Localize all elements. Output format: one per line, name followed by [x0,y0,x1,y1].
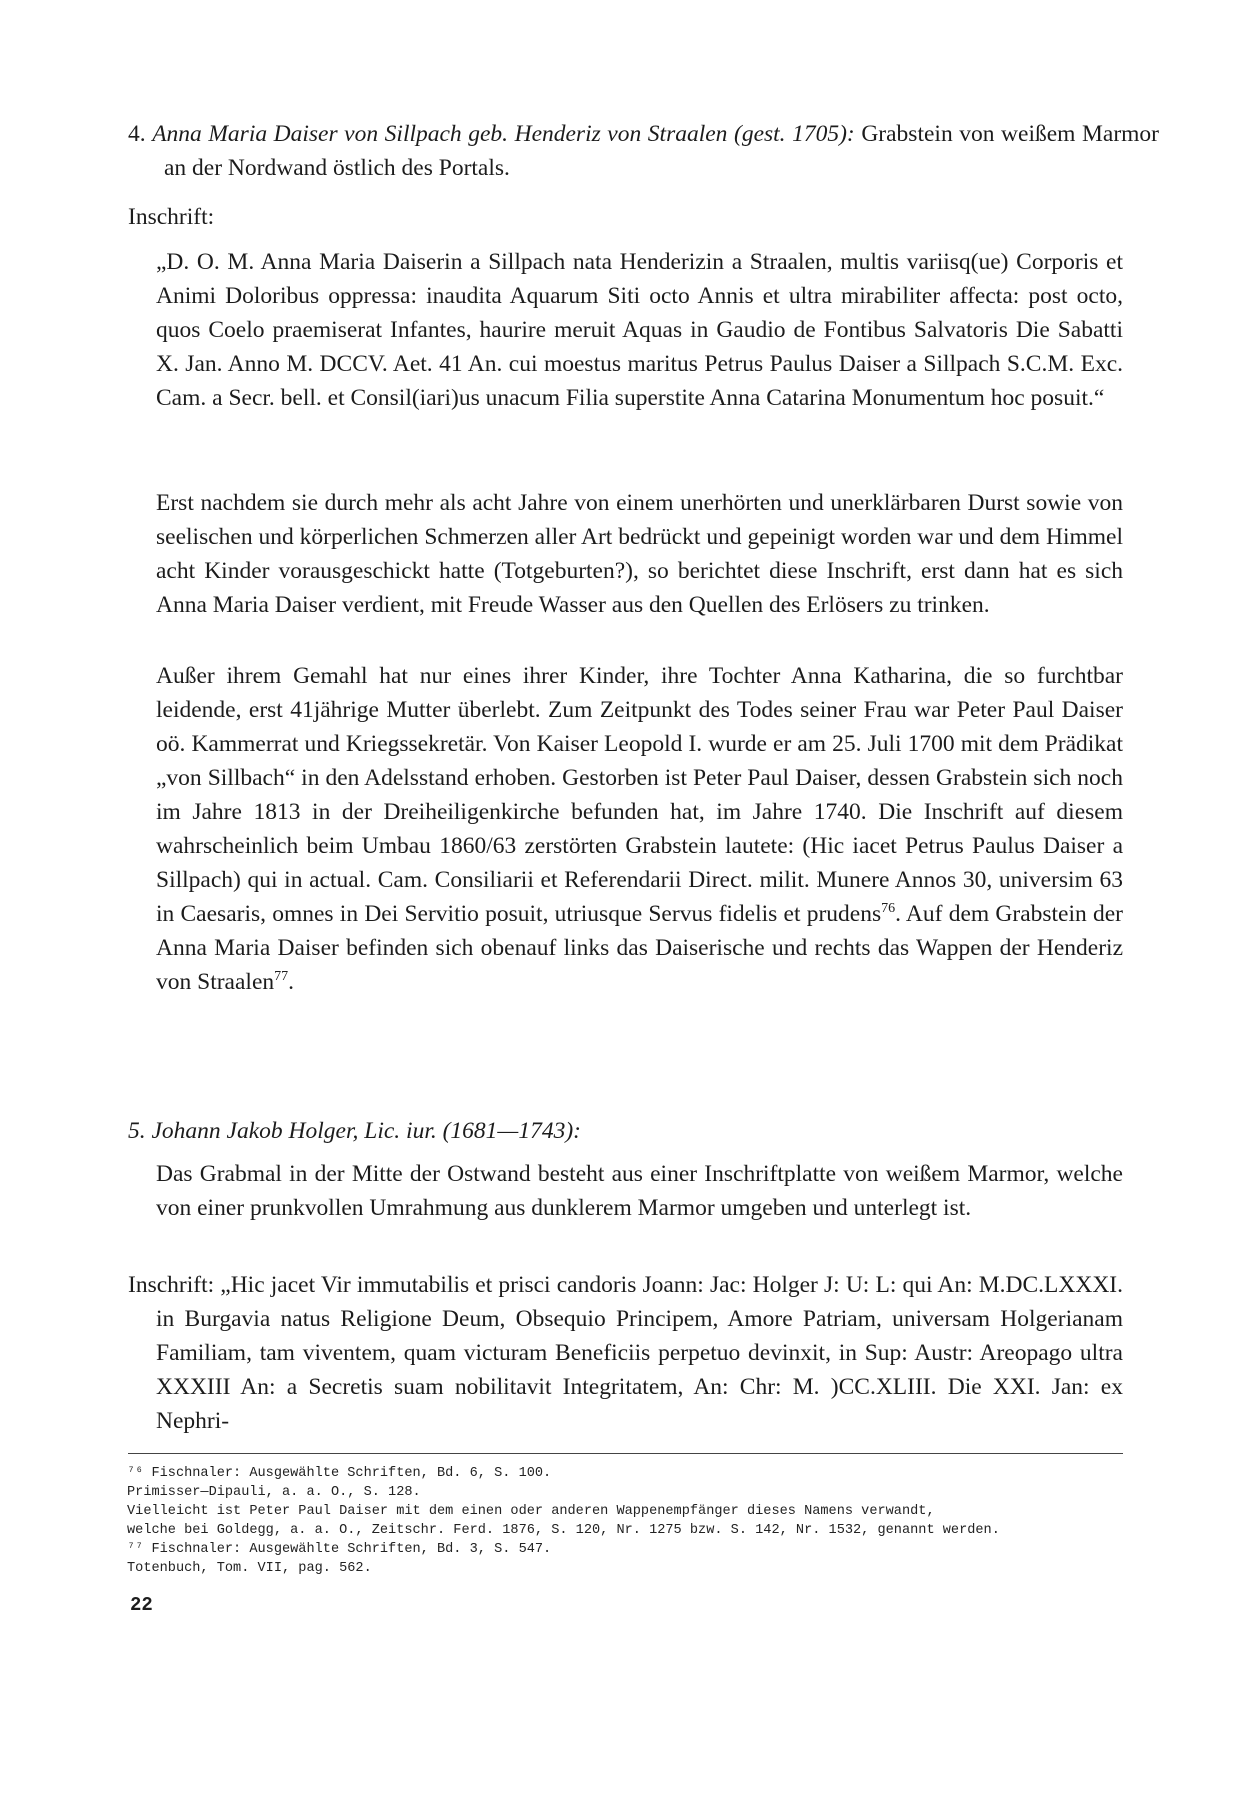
footnote-line: ⁷⁷ Fischnaler: Ausgewählte Schriften, Bd. 3, S. 547. [127,1542,552,1557]
footnotes [127,1464,1127,1578]
footnote-line: Vielleicht ist Peter Paul Daiser mit dem einen oder anderen Wappenempfänger dieses Namens verwandt, [127,1504,935,1519]
entry-4-inscription: „D. O. M. Anna Maria Daiserin a Sillpach nata Henderizin a Straalen, multis variisq(ue) Corporis et Animi Doloribus oppressa: inaudita Aquarum Siti octo Annis et ultra mirabiliter affecta: post octo, quos Coelo praemiserat Infantes, haurire meruit Aquas in Gaudio de Fontibus Salvatoris Die Sabatti X. Jan. Anno M. DCCV. Aet. 41 An. cui moestus maritus Petrus Paulus Daiser a Sillpach S.C.M. Exc. Cam. a Secr. bell. et Consil(iari)us unacum Filia superstite Anna Catarina Monumentum hoc posuit.“ [156,249,1123,411]
entry-4-description: Grabstein von weißem Marmor an der Nordwand östlich des Portals. [164,121,1160,181]
paragraph-2-text-b: . Auf dem Grabstein der Anna Maria Daiser befinden sich obenauf links das Daiserische und rechts das Wappen der Henderiz von Straalen [156,901,1123,995]
entry-5-inscription: Inschrift: „Hic jacet Vir immutabilis et prisci candoris Joann: Jac: Holger J: U: L: qui An: M.DC.LXXXI. in Burgavia natus Religione Deum, Obsequio Principem, Amore Patriam, universam Holgerianam Familiam, tam viventem, quam victuram Beneficiis perpetuo devinxit, in Sup: Austr: Areopago ultra XXXIII An: a Secretis suam nobilitavit Integritatem, An: Chr: M. )CC.XLIII. Die XXI. Jan: ex Nephri- [128,1272,1123,1434]
entry-4-paragraph-1: Erst nachdem sie durch mehr als acht Jahre von einem unerhörten und unerklärbaren Durst sowie von seelischen und körperlichen Schmerzen aller Art bedrückt und gepeinigt worden war und dem Himmel acht Kinder vorausgeschickt hatte (Totgeburten?), so berichtet diese Inschrift, erst dann hat es sich Anna Maria Daiser verdient, mit Freude Wasser aus den Quellen des Erlösers zu trinken. [156,490,1123,618]
footnote-ref-77: 77 [274,969,289,984]
footnote-line: Totenbuch, Tom. VII, pag. 562. [127,1561,372,1576]
paragraph-2-text-a: Außer ihrem Gemahl hat nur eines ihrer Kinder, ihre Tochter Anna Katharina, die so furchtbar leidende, erst 41jährige Mutter überlebt. Zum Zeitpunkt des Todes seiner Frau war Peter Paul Daiser oö. Kammerrat und Kriegssekretär. Von Kaiser Leopold I. wurde er am 25. Juli 1700 mit dem Prädikat „von Sillbach“ in den Adelsstand erhoben. Gestorben ist Peter Paul Daiser, dessen Grabstein sich noch im Jahre 1813 in der Dreiheiligenkirche befunden hat, im Jahre 1740. Die Inschrift auf diesem wahrscheinlich beim Umbau 1860/63 zerstörten Grabstein lautete: (Hic iacet Petrus Paulus Daiser a Sillpach) qui in actual. Cam. Consiliarii et Referendarii Direct. milit. Munere Annos 30, universim 63 in Caesaris, omnes in Dei Servitio posuit, utriusque Servus fidelis et prudens [156,663,1123,927]
page-number: 22 [130,1594,153,1616]
inscription-label: Inschrift: [128,204,215,230]
entry-5-heading: 5. Johann Jakob Holger, Lic. iur. (1681—1743): [128,1118,581,1144]
entry-4-title: Anna Maria Daiser von Sillpach geb. Henderiz von Straalen (gest. 1705): [152,121,855,147]
footnote-divider [128,1453,1123,1454]
entry-4-number: 4. [128,121,146,147]
footnote-line: ⁷⁶ Fischnaler: Ausgewählte Schriften, Bd. 6, S. 100. [127,1466,552,1481]
entry-5-paragraph-1: Das Grabmal in der Mitte der Ostwand besteht aus einer Inschriftplatte von weißem Marmor, welche von einer prunkvollen Umrahmung aus dunklerem Marmor umgeben und unterlegt ist. [156,1161,1123,1221]
footnote-line: welche bei Goldegg, a. a. O., Zeitschr. Ferd. 1876, S. 120, Nr. 1275 bzw. S. 142, Nr. 1532, genannt werden. [127,1523,1000,1538]
entry-4-heading [128,117,1159,185]
paragraph-2-text-c: . [288,969,294,995]
footnote-line: Primisser—Dipauli, a. a. O., S. 128. [127,1485,421,1500]
entry-4-paragraph-2 [128,659,1123,999]
footnote-ref-76: 76 [881,901,896,916]
